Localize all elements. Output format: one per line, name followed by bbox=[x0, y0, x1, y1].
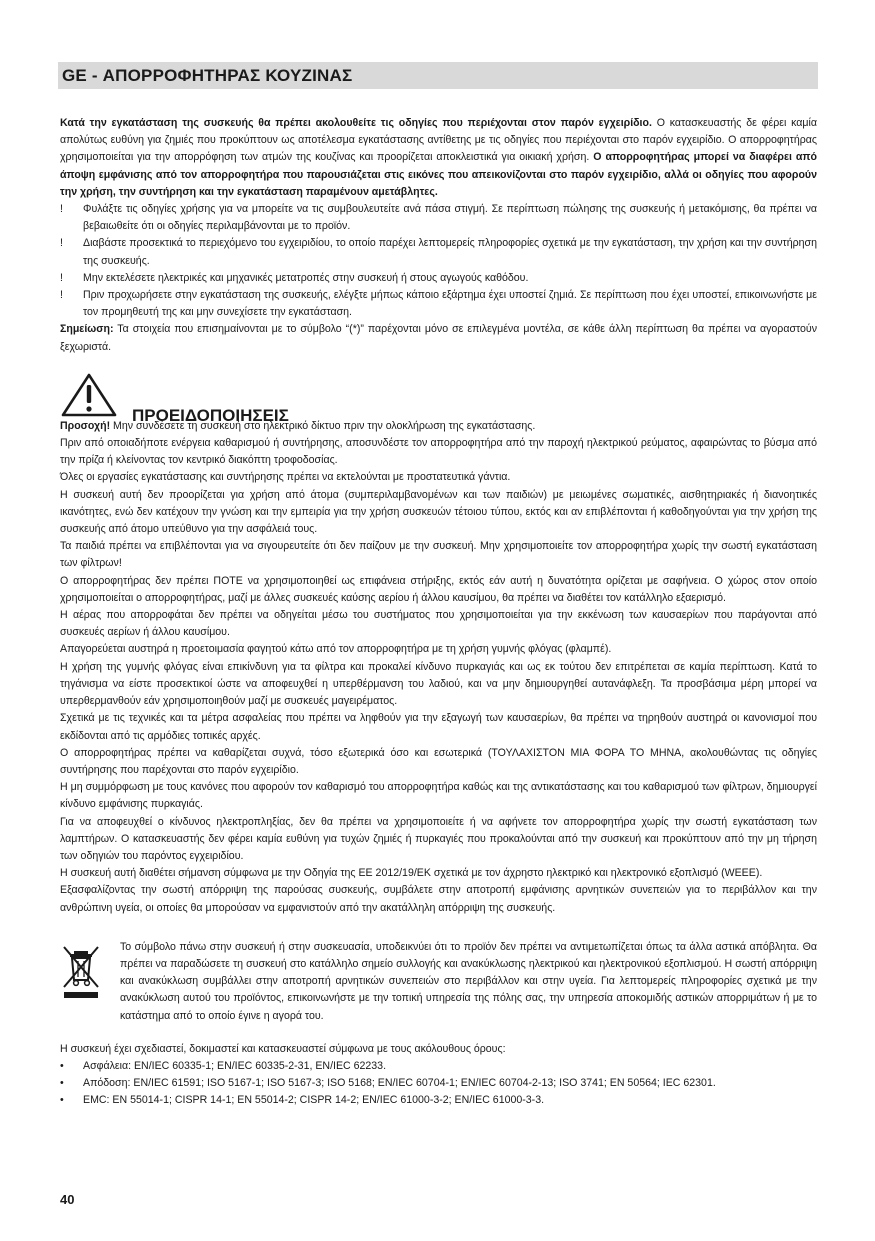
standards-item bbox=[60, 1058, 817, 1075]
warning-paragraph: Ο απορροφητήρας πρέπει να καθαρίζεται συχνά, τόσο εξωτερικά όσο και εσωτερικά (ΤΟΥΛΑΧΙΣΤΟΝ ΜΙΑ ΦΟΡΑ ΤΟ ΜΗΝΑ, ακολουθώντας τις οδηγίες συντήρησης που παρέχονται στο παρόν εγχειρίδιο. bbox=[60, 746, 817, 776]
bullet-dot: • bbox=[60, 1077, 64, 1090]
standards-intro: Η συσκευή έχει σχεδιαστεί, δοκιμαστεί και κατασκευαστεί σύμφωνα με τους ακόλουθους όρους: bbox=[60, 1042, 506, 1055]
exclamation-mark: ! bbox=[60, 203, 63, 216]
warning-paragraph: Η συσκευή αυτή δεν προορίζεται για χρήση από άτομα (συμπεριλαμβανομένων και των παιδιών) με μειωμένες σωματικές, αισθητηριακές ή διανοητικές ικανότητες, ενώ δεν κατέχουν την γνώση και την εμπειρία για την χρήση συσκευών τέτοιου τύπου, εκτός και αν επιβλέπονται ή καθοδηγούνται για την χρήση της συσκευής από άτομο υπεύθυνο για την ασφάλειά τους. bbox=[60, 488, 817, 536]
note-label: Σημείωση: bbox=[60, 323, 114, 336]
warning-paragraph: Η αέρας που απορροφάται δεν πρέπει να οδηγείται μέσω του συστήματος που χρησιμοποιείται για την εκκένωση των καυσαερίων που παράγονται από συσκευές αερίων ή άλλου καυσίμου. bbox=[60, 609, 817, 639]
warning-paragraph: Η χρήση της γυμνής φλόγας είναι επικίνδυνη για τα φίλτρα και προκαλεί κίνδυνο πυρκαγιάς και ως εκ τούτου δεν επιτρέπεται σε καμία περίπτωση. Κατά το τηγάνισμα να είστε προσεκτικοί ώστε να αποφευχθεί η υπερθέρμανση του λαδιού, και να μην δημιουργηθεί αυτανάφλεξη. Τα προσβάσιμα μέρη μπορεί να υπερθερμανθούν εάν χρησιμοποιηθούν μαζί με συσκευές μαγειρέματος. bbox=[60, 660, 817, 708]
exclamation-mark: ! bbox=[60, 289, 63, 302]
crossed-bin-icon bbox=[60, 943, 104, 999]
warnings-heading bbox=[60, 367, 817, 425]
standards-item bbox=[60, 1092, 817, 1109]
warning-paragraph: Εξασφαλίζοντας την σωστή απόρριψη της παρούσας συσκευής, συμβάλετε στην αποτροπή εμφάνισης αρνητικών συνεπειών για το περιβάλλον και την ανθρώπινη υγεία, οι οποίες θα μπορούσαν να εμφανιστούν από την ακατάλληλη απόρριψη της συσκευής. bbox=[60, 884, 817, 914]
standards-item-text: Ασφάλεια: EN/IEC 60335-1; EN/IEC 60335-2-31, EN/IEC 62233. bbox=[83, 1059, 387, 1072]
intro-bold-appearance-note: Ο απορροφητήρας μπορεί να διαφέρει από άποψη εμφάνισης από τον απορροφητήρα που παρουσιάζεται στις εικόνες που απεικονίζονται στο παρόν εγχειρίδιο, αλλά οι οδηγίες που αφορούν την χρήση, την συντήρηση και την εγκατάσταση παραμένουν αμετάβλητες. bbox=[60, 151, 817, 198]
warning-paragraph: Σχετικά με τις τεχνικές και τα μέτρα ασφαλείας που πρέπει να ληφθούν για την εξαγωγή των καυσαερίων, θα πρέπει να τηρηθούν αυστηρά οι κανονισμοί που εκδίδονται από τις αρμόδιες τοπικές αρχές. bbox=[60, 712, 817, 742]
weee-section bbox=[60, 939, 817, 1025]
warning-paragraph: Ο απορροφητήρας δεν πρέπει ΠΟΤΕ να χρησιμοποιηθεί ως επιφάνεια στήριξης, εκτός εάν αυτή η δυνατότητα ορίζεται με σαφήνεια. Ο χώρος στον οποίο χρησιμοποιείται ο απορροφητήρας, μαζί με άλλες συσκευές καύσης αερίου ή άλλου καυσίμου, θα πρέπει να διαθέτει τον κατάλληλο εξαερισμό. bbox=[60, 574, 817, 604]
intro-bold-lead: Κατά την εγκατάσταση της συσκευής θα πρέπει ακολουθείτε τις οδηγίες που περιέχονται στον παρόν εγχειρίδιο. bbox=[60, 117, 652, 129]
warning-paragraph: Πριν από οποιαδήποτε ενέργεια καθαρισμού ή συντήρησης, αποσυνδέστε τον απορροφητήρα από την παροχή ηλεκτρικού ρεύματος, αφαιρώντας το βύσμα από την πρίζα ή κλείνοντας τον κεντρικό διακόπτη τροφοδοσίας. bbox=[60, 437, 817, 467]
page-title: GE - ΑΠΟΡΡΟΦΗΤΗΡΑΣ ΚΟΥΖΙΝΑΣ bbox=[62, 66, 353, 85]
standards-item-text: EMC: EN 55014-1; CISPR 14-1; EN 55014-2; CISPR 14-2; EN/IEC 61000-3-2; EN/IEC 61000-3-3. bbox=[83, 1094, 545, 1107]
intro-bullet bbox=[60, 201, 817, 235]
warning-paragraph: Η μη συμμόρφωση με τους κανόνες που αφορούν τον καθαρισμό του απορροφητήρα καθώς και της αντικατάστασης και του καθαρισμού των φίλτρων, δημιουργεί κίνδυνο εμφάνισης πυρκαγιάς. bbox=[60, 781, 817, 811]
bullet-text: Πριν προχωρήσετε στην εγκατάσταση της συσκευής, ελέγξτε μήπως κάποιο εξάρτημα έχει υποστεί ζημιά. Σε περίπτωση που έχει υποστεί, επικοινωνήστε με τον προμηθευτή της και μην συνεχίσετε την εγκατάσταση. bbox=[83, 289, 817, 319]
page-number: 40 bbox=[60, 1192, 75, 1207]
note-paragraph bbox=[60, 321, 817, 355]
warning-paragraph: Για να αποφευχθεί ο κίνδυνος ηλεκτροπληξίας, δεν θα πρέπει να χρησιμοποιείτε ή να αφήνετε τον απορροφητήρα χωρίς την σωστή εγκατάσταση των λαμπτήρων. Ο κατασκευαστής δεν φέρει καμία ευθύνη για τυχών ζημιές ή πυρκαγιές που προκαλούνται από την συσκευή και προκύπτουν από την μη τήρηση των οδηγιών του παρόντος εγχειριδίου. bbox=[60, 815, 817, 862]
intro-paragraph bbox=[60, 115, 817, 201]
exclamation-mark: ! bbox=[60, 237, 63, 250]
standards-item bbox=[60, 1075, 817, 1092]
intro-bullet bbox=[60, 270, 817, 287]
warning-paragraph: Η συσκευή αυτή διαθέτει σήμανση σύμφωνα με την Οδηγία της ΕΕ 2012/19/ΕΚ σχετικά με τον άχρηστο ηλεκτρικό και ηλεκτρονικό εξοπλισμό (WEEE). bbox=[60, 867, 763, 880]
warning-paragraph: Απαγορεύεται αυστηρά η προετοιμασία φαγητού κάτω από τον απορροφητήρα με τη χρήση γυμνής φλόγας (φλαμπέ). bbox=[60, 643, 612, 656]
weee-paragraph: Το σύμβολο πάνω στην συσκευή ή στην συσκευασία, υποδεικνύει ότι το προϊόν δεν πρέπει να αντιμετωπίζεται όπως τα άλλα αστικά απόβλητα. Θα πρέπει να παραδώσετε τη συσκευή στο κατάλληλο σημείο συλλογής και ανακύκλωσης ηλεκτρικού και ηλεκτρονικού εξοπλισμού. Η σωστή απόρριψη και ανακύκλωση συμβάλλει στην αποτροπή αρνητικών συνεπειών στο περιβάλλον και στην υγεία. Για λεπτομερείς πληροφορίες σχετικά με την ανακύκλωση αυτού του προϊόντος, επικοινωνήστε με την τοπική υπηρεσία της πόλης σας, την υπηρεσία αποκομιδής αστικών απορριμάτων ή με το κατάστημα από το οποίο έγινε η αγορά του. bbox=[120, 940, 817, 1022]
warning-triangle-icon bbox=[60, 372, 118, 418]
intro-bullet bbox=[60, 287, 817, 321]
warning-paragraph: Όλες οι εργασίες εγκατάστασης και συντήρησης πρέπει να εκτελούνται με προστατευτικά γάντια. bbox=[60, 471, 511, 484]
attention-text: Μην συνδέσετε τη συσκευή στο ηλεκτρικό δίκτυο πριν την ολοκλήρωση της εγκατάστασης. bbox=[110, 419, 536, 432]
exclamation-mark: ! bbox=[60, 271, 63, 284]
bullet-dot: • bbox=[60, 1059, 64, 1072]
bullet-text: Διαβάστε προσεκτικά το περιεχόμενο του εγχειριδίου, το οποίο παρέχει λεπτομερείς πληροφορίες σχετικά με την εγκατάσταση, την χρήση και την συντήρηση της συσκευής. bbox=[83, 237, 817, 267]
bullet-dot: • bbox=[60, 1094, 64, 1107]
note-text: Τα στοιχεία που επισημαίνονται με το σύμβολο “(*)” παρέχονται μόνο σε επιλεγμένα μοντέλα, σε κάθε άλλη περίπτωση θα πρέπει να αγοραστούν ξεχωριστά. bbox=[60, 323, 817, 353]
warning-paragraph: Τα παιδιά πρέπει να επιβλέπονται για να σιγουρευτείτε ότι δεν παίζουν με την συσκευή. Μην χρησιμοποιείτε τον απορροφητήρα χωρίς την σωστή εγκατάσταση των φίλτρων! bbox=[60, 540, 817, 570]
section-spacer bbox=[60, 1025, 817, 1041]
standards-item-text: Απόδοση: EN/IEC 61591; ISO 5167-1; ISO 5167-3; ISO 5168; EN/IEC 60704-1; EN/IEC 60704-2-13; ISO 3741; EN 50564; IEC 62301. bbox=[83, 1077, 716, 1090]
intro-text: Ο κατασκευαστής δε φέρει καμία απολύτως ευθύνη για ζημιές που προκύπτουν ως αποτέλεσμα εγκατάστασης αντίθετης με τις οδηγίες που περιέχονται στο παρόν εγχειρίδιο. Ο απορροφητήρας χρησιμοποιείται για την απορρόφηση των ατμών της κουζίνας και προορίζεται αποκλειστικά για οικιακή χρήση. bbox=[60, 117, 817, 164]
bullet-text: Μην εκτελέσετε ηλεκτρικές και μηχανικές μετατροπές στην συσκευή ή στους αγωγούς καθόδου. bbox=[83, 271, 529, 284]
content-body bbox=[60, 115, 817, 1110]
attention-paragraph bbox=[60, 418, 817, 435]
attention-label: Προσοχή! bbox=[60, 419, 111, 432]
warnings-title: ΠΡΟΕΙΔΟΠΟΙΗΣΕΙΣ bbox=[132, 405, 289, 425]
bullet-text: Φυλάξτε τις οδηγίες χρήσης για να μπορείτε να τις συμβουλευτείτε ανά πάσα στιγμή. Σε περίπτωση πώλησης της συσκευής ή μετακόμισης, θα πρέπει να βεβαιωθείτε ότι οι οδηγίες περιλαμβάνονται με το προϊόν. bbox=[83, 203, 817, 233]
intro-bullet bbox=[60, 235, 817, 269]
